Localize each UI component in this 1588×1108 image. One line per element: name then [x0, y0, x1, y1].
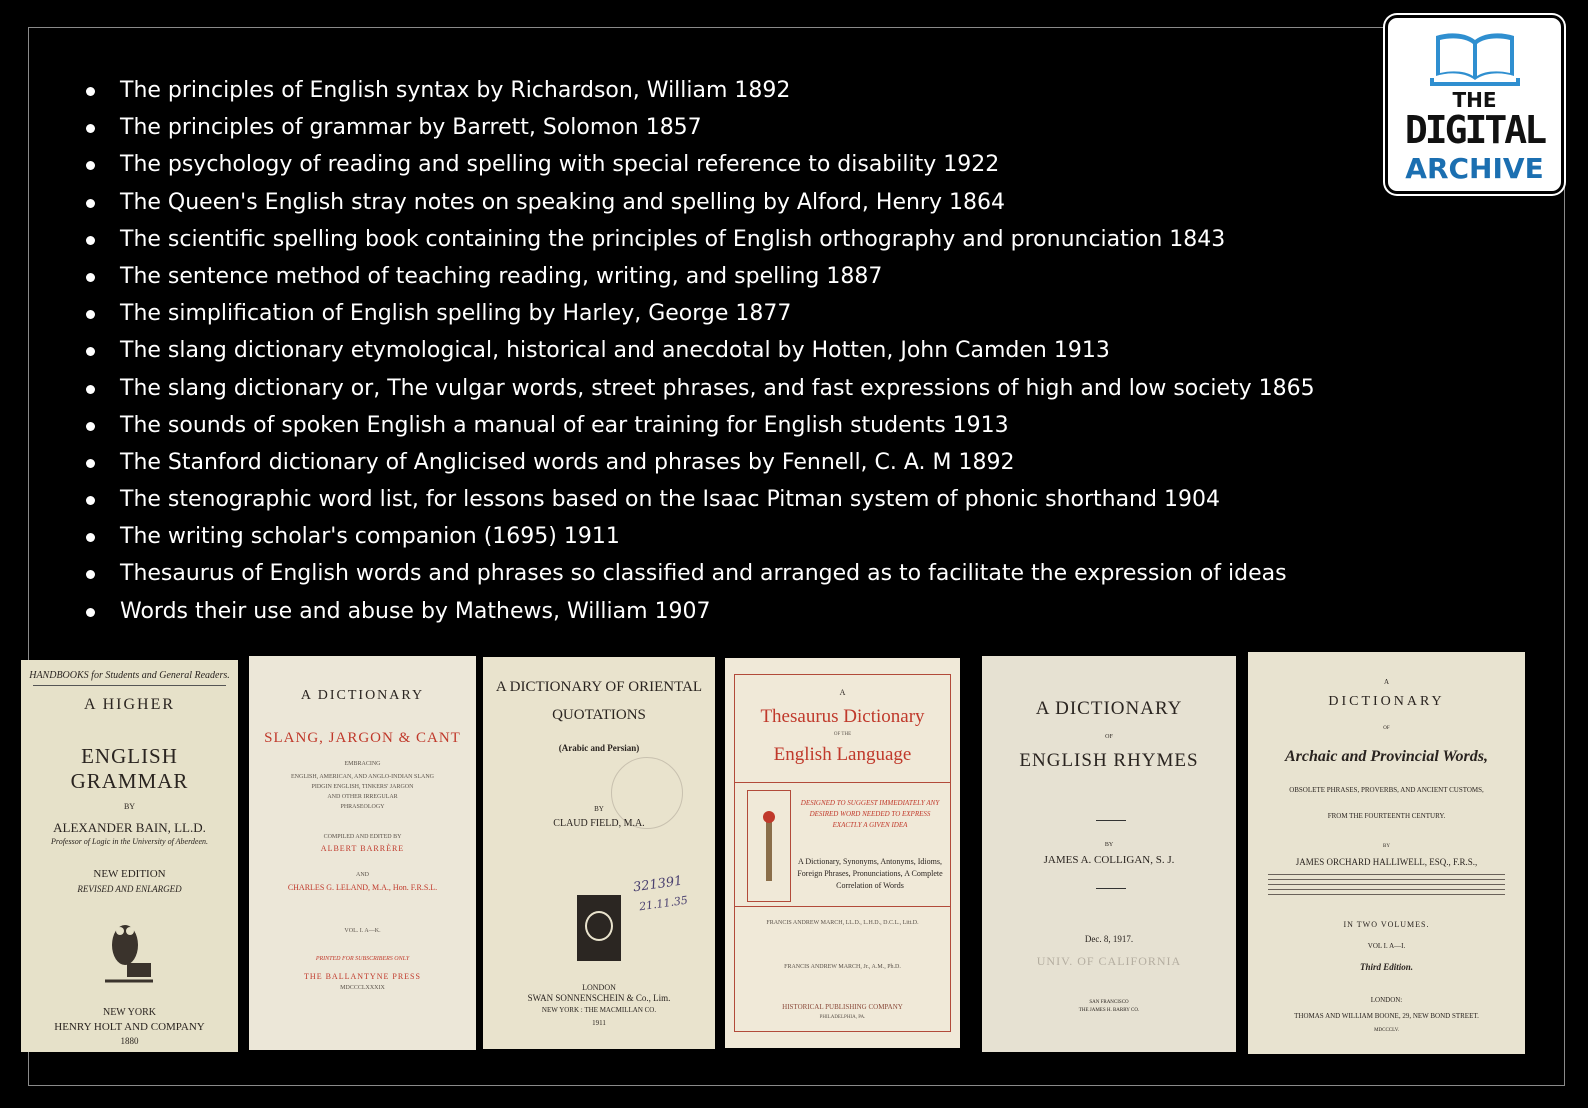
cover-title-line2: SLANG, JARGON & CANT: [264, 730, 461, 746]
cover-rule: [1096, 888, 1126, 889]
cover-place: NEW YORK: [102, 1007, 157, 1018]
cover-year: 1911: [592, 1019, 606, 1027]
list-item: [82, 109, 1315, 146]
cover-author: CLAUD FIELD, M.A.: [553, 818, 645, 829]
book-title: The psychology of reading and spelling with special reference to disability 1922: [120, 152, 1000, 178]
list-item: [82, 407, 1315, 444]
cover-and: AND: [356, 872, 369, 878]
list-item: [82, 221, 1315, 258]
list-item: [82, 481, 1315, 518]
cover-author-2: CHARLES G. LELAND, M.A., Hon. F.R.S.L.: [287, 883, 438, 892]
cover-author: JAMES A. COLLIGAN, S. J.: [1043, 854, 1175, 866]
cover-title-line2: ENGLISH RHYMES: [1019, 750, 1199, 771]
torch-emblem-icon: [747, 790, 791, 902]
owl-emblem-icon: [103, 915, 155, 985]
cover-oriental-quotations: [483, 657, 715, 1049]
cover-edition: NEW EDITION: [93, 868, 166, 880]
cover-archaic-provincial-words: [1248, 652, 1525, 1054]
cover-rule: [33, 685, 226, 686]
bullet-icon: [86, 310, 95, 319]
cover-desc-1: ENGLISH, AMERICAN, AND ANGLO-INDIAN SLANG: [291, 774, 434, 780]
handwritten-number: 321391: [632, 873, 684, 896]
book-title: The writing scholar's companion (1695) 1911: [120, 524, 620, 550]
list-item: [82, 332, 1315, 369]
list-item: [82, 295, 1315, 332]
cover-press: THE BALLANTYNE PRESS: [304, 972, 421, 981]
cover-title-line1: A HIGHER: [83, 696, 176, 713]
cover-desc-4: PHRASEOLOGY: [340, 804, 385, 810]
bullet-icon: [86, 459, 95, 468]
cover-a: A: [839, 688, 846, 697]
bullet-icon: [86, 570, 95, 579]
cover-a: A: [1383, 678, 1390, 686]
cover-designed: DESIGNED TO SUGGEST IMMEDIATELY ANY DESIRED WORD NEEDED TO EXPRESS EXACTLY A GIVEN IDEA: [800, 799, 940, 829]
list-item: [82, 72, 1315, 109]
cover-publisher: HISTORICAL PUBLISHING COMPANY: [782, 1003, 903, 1011]
bullet-icon: [86, 124, 95, 133]
cover-title-line1: A DICTIONARY: [1035, 698, 1183, 719]
bullet-icon: [86, 236, 95, 245]
cover-place: SAN FRANCISCO: [1089, 1000, 1129, 1005]
bullet-icon: [86, 87, 95, 96]
cover-publisher: SWAN SONNENSCHEIN & Co., Lim.: [527, 993, 671, 1003]
handwritten-date: 21.11.35: [638, 893, 689, 914]
cover-slang-jargon-cant: [249, 656, 476, 1050]
cover-of-the: OF THE: [833, 732, 852, 737]
bullet-icon: [86, 199, 95, 208]
cover-title-line2: Archaic and Provincial Words,: [1285, 748, 1488, 765]
cover-desc-3: AND OTHER IRREGULAR: [327, 794, 398, 800]
cover-by: BY: [594, 805, 604, 813]
bullet-icon: [86, 161, 95, 170]
cover-publisher-2: NEW YORK : THE MACMILLAN CO.: [541, 1006, 657, 1014]
book-title: The sentence method of teaching reading, writing, and spelling 1887: [120, 263, 883, 289]
cover-publisher: THOMAS AND WILLIAM BOONE, 29, NEW BOND STREET.: [1294, 1012, 1479, 1020]
open-book-icon: [1430, 28, 1520, 86]
cover-of: OF: [1105, 734, 1113, 740]
cover-title-line1: A DICTIONARY: [300, 688, 425, 703]
cover-thesaurus-dictionary: [725, 658, 960, 1048]
cover-year: MDCCCLXXXIX: [340, 985, 385, 991]
cover-by: BY: [123, 802, 136, 811]
book-title: Thesaurus of English words and phrases so classified and arranged as to facilitate the expression of ideas: [120, 561, 1287, 587]
cover-place: PHILADELPHIA, PA.: [819, 1015, 866, 1020]
list-item: [82, 555, 1315, 592]
cover-embracing: EMBRACING: [344, 761, 381, 767]
list-item: [82, 518, 1315, 555]
book-title: Words their use and abuse by Mathews, William 1907: [120, 598, 711, 624]
bullet-icon: [86, 608, 95, 617]
cover-of: OF: [1383, 726, 1390, 731]
list-item: [82, 146, 1315, 183]
cover-title-line2: QUOTATIONS: [552, 707, 646, 723]
author-credentials-fine-print: [1268, 872, 1505, 898]
library-stamp-text: UNIV. OF CALIFORNIA: [1036, 954, 1182, 968]
book-title: The Stanford dictionary of Anglicised words and phrases by Fennell, C. A. M 1892: [120, 449, 1015, 475]
cover-author-1: FRANCIS ANDREW MARCH, LL.D., L.H.D., D.C.L., Litt.D.: [766, 920, 919, 926]
list-item: [82, 184, 1315, 221]
list-item: [82, 370, 1315, 407]
digital-archive-logo: [1385, 15, 1564, 194]
bullet-icon: [86, 533, 95, 542]
bullet-icon: [86, 347, 95, 356]
cover-printed: PRINTED FOR SUBSCRIBERS ONLY: [315, 956, 410, 962]
book-title: The principles of grammar by Barrett, Solomon 1857: [120, 115, 702, 141]
bullet-icon: [86, 385, 95, 394]
cover-author-1: ALBERT BARRÈRE: [320, 844, 405, 853]
book-title-list: [82, 72, 1315, 630]
book-title: The scientific spelling book containing the principles of English orthography and pronunciation 1843: [120, 226, 1226, 252]
bullet-icon: [86, 273, 95, 282]
book-title: The simplification of English spelling by Harley, George 1877: [120, 301, 792, 327]
cover-edition: Third Edition.: [1359, 962, 1413, 972]
cover-divider: [734, 906, 951, 907]
cover-subtitle: (Arabic and Persian): [558, 743, 640, 753]
cover-divider: [734, 782, 951, 783]
cover-higher-english-grammar: [21, 660, 238, 1052]
logo-line-the: THE: [1452, 88, 1497, 112]
logo-line-digital: DIGITAL: [1404, 108, 1545, 152]
cover-publisher: THE JAMES H. BARRY CO.: [1078, 1008, 1140, 1013]
cover-english-rhymes: [982, 656, 1236, 1052]
bullet-icon: [86, 422, 95, 431]
cover-title-line1: Thesaurus Dictionary: [760, 706, 925, 727]
printer-device-icon: [577, 895, 621, 961]
cover-by: BY: [1383, 844, 1390, 849]
cover-edition-note: REVISED AND ENLARGED: [77, 884, 182, 894]
book-title: The Queen's English stray notes on speaking and spelling by Alford, Henry 1864: [120, 189, 1005, 215]
cover-volumes: IN TWO VOLUMES.: [1343, 920, 1430, 929]
cover-compiled: COMPILED AND EDITED BY: [323, 834, 402, 840]
logo-line-archive: ARCHIVE: [1405, 152, 1544, 185]
book-title: The slang dictionary or, The vulgar words, street phrases, and fast expressions of high and low society 1865: [120, 375, 1315, 401]
cover-year: 1880: [120, 1036, 139, 1046]
cover-place: LONDON:: [1370, 996, 1403, 1004]
cover-title-line2: English Language: [773, 744, 912, 765]
cover-place: LONDON: [582, 983, 616, 992]
cover-year: MDCCCLV.: [1374, 1028, 1399, 1033]
book-title: The slang dictionary etymological, historical and anecdotal by Hotten, John Camden 1913: [120, 338, 1110, 364]
cover-volume: VOL I. A—I.: [1367, 942, 1406, 950]
list-item: [82, 444, 1315, 481]
cover-contents: A Dictionary, Synonyms, Antonyms, Idioms, Foreign Phrases, Pronunciations, A Complete Correlation of Words: [797, 857, 943, 890]
cover-by: BY: [1104, 842, 1114, 848]
cover-publisher: HENRY HOLT AND COMPANY: [54, 1021, 205, 1033]
cover-volume: VOL. I. A—K.: [344, 928, 381, 934]
cover-subtitle-2: FROM THE FOURTEENTH CENTURY.: [1327, 812, 1446, 820]
cover-desc-2: PIDGIN ENGLISH, TINKERS' JARGON: [311, 784, 414, 790]
book-title: The stenographic word list, for lessons based on the Isaac Pitman system of phonic shorthand 1904: [120, 487, 1220, 513]
list-item: [82, 593, 1315, 630]
book-title: The principles of English syntax by Richardson, William 1892: [120, 78, 791, 103]
cover-date: Dec. 8, 1917.: [1084, 934, 1134, 944]
cover-title-line2: ENGLISH GRAMMAR: [70, 744, 189, 793]
cover-author: ALEXANDER BAIN, LL.D.: [53, 820, 206, 835]
cover-subtitle-1: OBSOLETE PHRASES, PROVERBS, AND ANCIENT CUSTOMS,: [1289, 786, 1484, 794]
cover-author-note: Professor of Logic in the University of Aberdeen.: [50, 837, 208, 846]
book-title: The sounds of spoken English a manual of ear training for English students 1913: [120, 412, 1009, 438]
cover-author-2: FRANCIS ANDREW MARCH, Jr., A.M., Ph.D.: [784, 964, 901, 970]
bullet-icon: [86, 496, 95, 505]
cover-series: HANDBOOKS for Students and General Readers.: [29, 670, 230, 681]
cover-author: JAMES ORCHARD HALLIWELL, ESQ., F.R.S.,: [1295, 857, 1478, 867]
cover-title-line1: A DICTIONARY OF ORIENTAL: [495, 679, 703, 695]
cover-rule: [1096, 820, 1126, 821]
list-item: [82, 258, 1315, 295]
cover-title-line1: DICTIONARY: [1328, 694, 1445, 709]
